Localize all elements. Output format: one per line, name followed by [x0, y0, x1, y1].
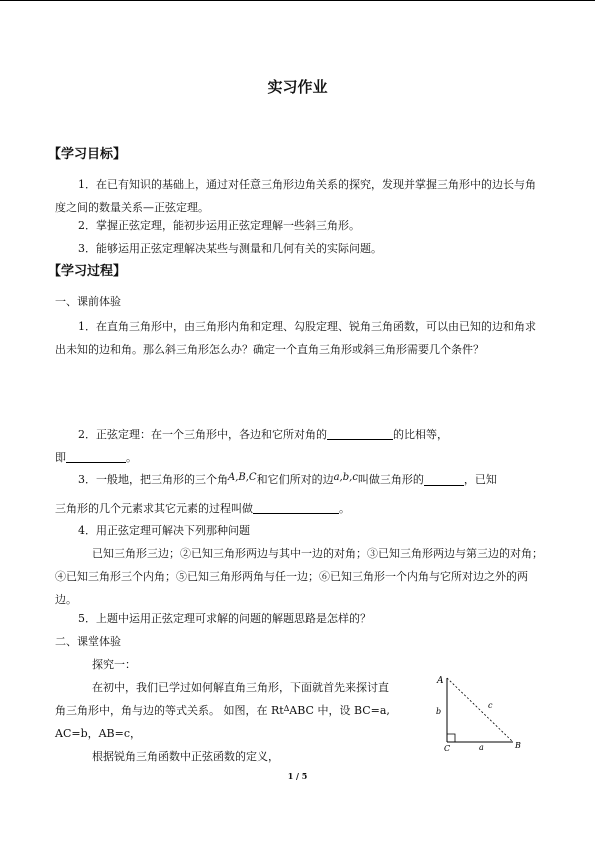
right-angle-mark: [447, 734, 455, 742]
part2-para-line2: [55, 705, 390, 716]
question-2-line2: [55, 451, 137, 463]
q3-text-d: ，已知: [463, 473, 497, 486]
goal-3: 3．能够运用正弦定理解决某些与测量和几何有关的实际问题。: [78, 242, 382, 255]
part2-para-line1: 在初中，我们已学过如何解直角三角形，下面就首先来探讨直: [92, 681, 389, 694]
question-3-line2: [55, 502, 350, 514]
q3-text-c: 叫做三角形的: [357, 473, 424, 486]
p1-text-2b: ABC 中，设 BC=a,: [289, 704, 390, 717]
question-1: 1．在直角三角形中，由三角形内角和定理、勾股定理、锐角三角函数，可以由已知的边和角求出未知的边和角。那么斜三角形怎么办？确定一个直角三角形或斜三角形需要几个条件？: [55, 320, 536, 356]
page-title: 实习作业: [267, 78, 328, 96]
question-2-line1: [78, 428, 448, 440]
q3-blank-1[interactable]: [424, 474, 464, 486]
part2-heading: 二、课堂体验: [55, 635, 121, 648]
question-4-detail: 已知三角形三边；②已知三角形两边与其中一边的对角；③已知三角形两边与第三边的对角；④已知三角形三个内角；⑤已知三角形两角与任一边；⑥已知三角形一个内角与它所对边之外的两边。: [55, 547, 543, 606]
question-4: 4．用正弦定理可解决下列那种问题: [78, 524, 250, 537]
q2-blank-1[interactable]: [327, 428, 393, 440]
p1-text-2: 角三角形中，角与边的等式关系。 如图，在 Rt: [55, 704, 284, 717]
goals-heading: 【学习目标】: [48, 147, 127, 162]
q2-text-a: 2．正弦定理：在一个三角形中，各边和它所对角的: [78, 428, 327, 441]
q3-text-f: 。: [339, 502, 350, 515]
explore-heading: 探究一：: [92, 658, 136, 671]
page-number: 1 / 5: [287, 771, 308, 781]
q2-blank-2[interactable]: [66, 451, 126, 463]
triangle-symbol: ∆: [283, 704, 290, 713]
q3-text-e: 三角形的几个元素求其它元素的过程叫做: [55, 502, 253, 515]
q2-text-c: 即: [55, 451, 66, 464]
q2-text-d: 。: [126, 451, 137, 464]
right-triangle-figure: [430, 672, 530, 752]
q2-text-b: 的比相等，: [393, 428, 448, 441]
q3-angles-math: A,B,C: [228, 472, 257, 483]
q3-sides-math: a,b,c: [333, 472, 358, 483]
question-3-line1: [78, 474, 497, 486]
label-A: A: [437, 676, 444, 686]
side-AB: [447, 678, 513, 742]
label-B: B: [515, 741, 521, 750]
top-border-line: [0, 0, 595, 1]
part1-heading: 一、课前体验: [55, 295, 121, 308]
q3-blank-2[interactable]: [253, 502, 339, 514]
part2-para-line3: AC=b，AB=c，: [55, 727, 142, 740]
q3-text-a: 3．一般地，把三角形的三个角: [78, 473, 228, 486]
goal-2: 2．掌握正弦定理，能初步运用正弦定理解一些斜三角形。: [78, 219, 360, 232]
question-5: 5．上题中运用正弦定理可求解的问题的解题思路是怎样的？: [78, 612, 371, 625]
part2-para-line4: 根据锐角三角函数中正弦函数的定义，: [92, 750, 279, 763]
label-a: a: [479, 743, 484, 752]
q3-text-b: 和它们所对的边: [256, 473, 334, 486]
label-C: C: [444, 744, 451, 752]
goal-1: 1．在已有知识的基础上，通过对任意三角形边角关系的探究，发现并掌握三角形中的边长与角度之间的数量关系—正弦定理。: [55, 178, 536, 214]
process-heading: 【学习过程】: [48, 264, 127, 279]
label-b: b: [436, 707, 442, 716]
label-c: c: [488, 701, 493, 710]
